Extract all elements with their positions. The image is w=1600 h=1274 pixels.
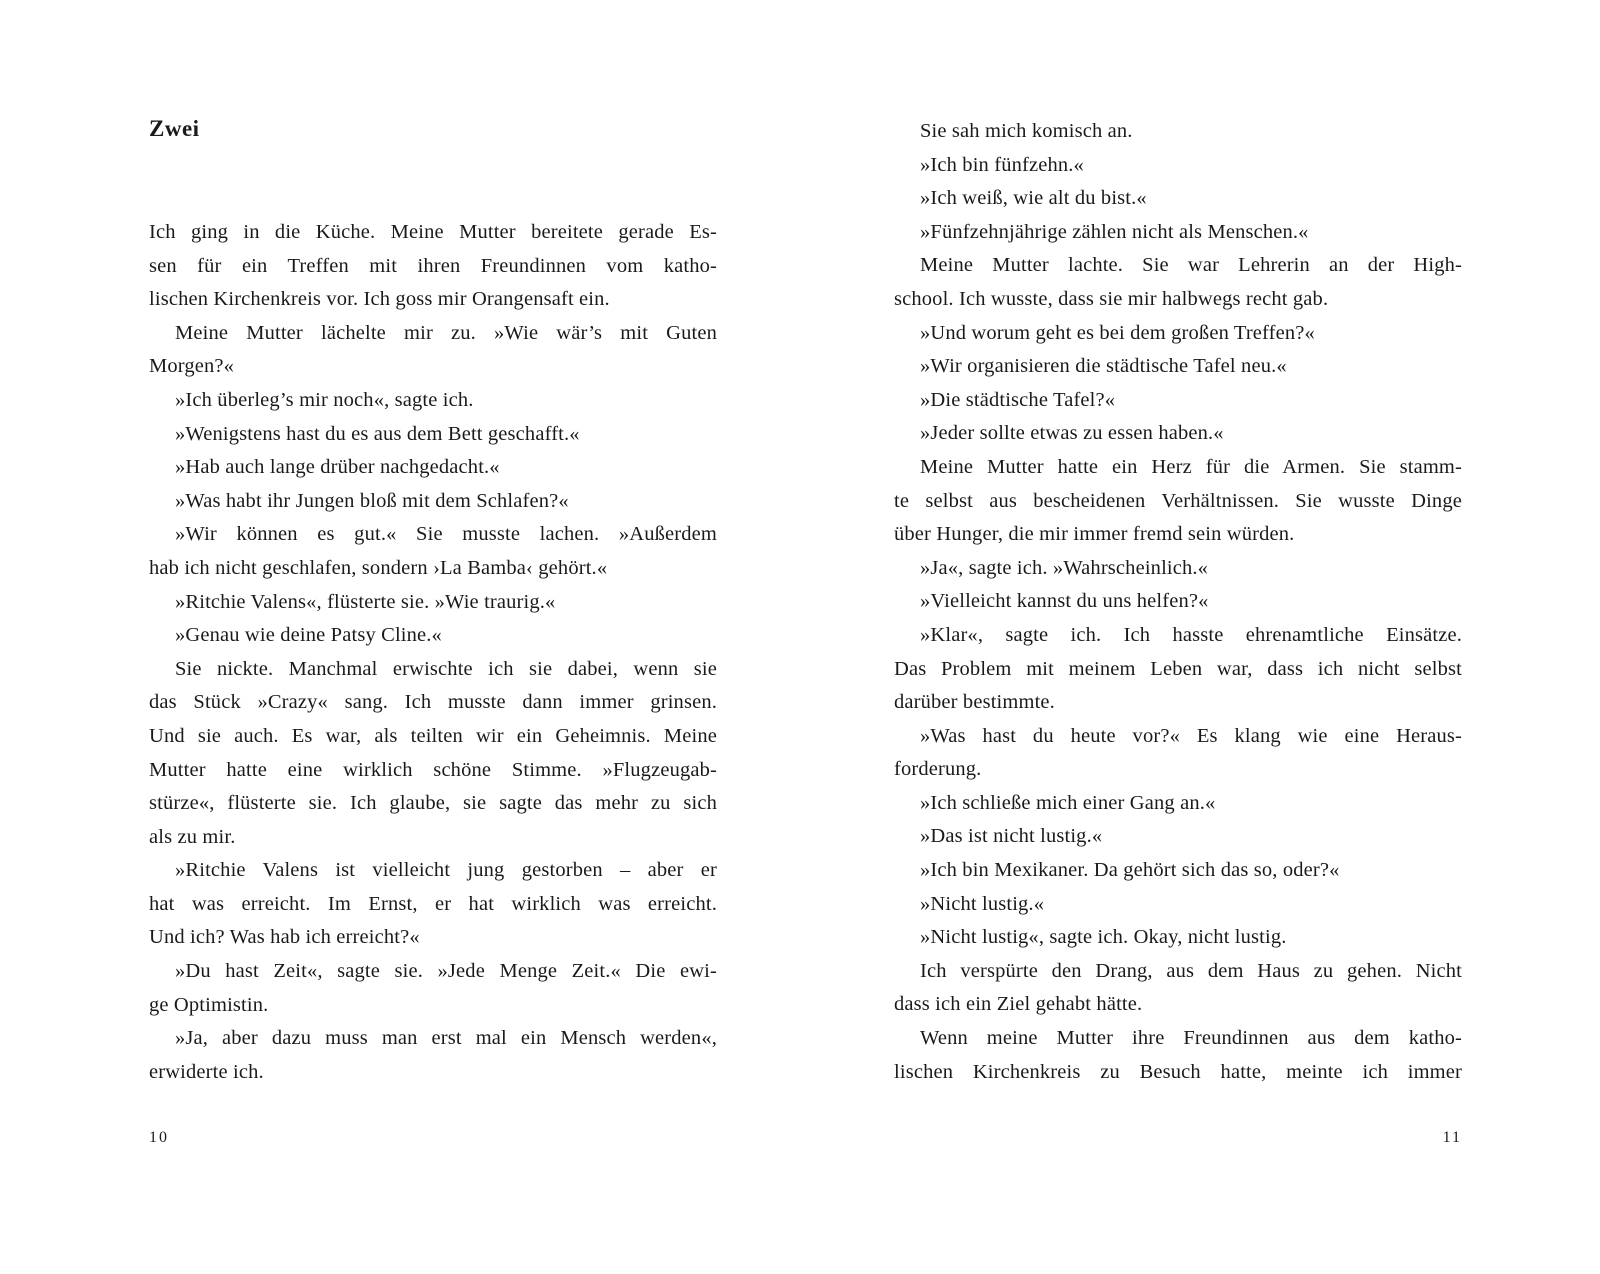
text-line: »Genau wie deine Patsy Cline.«	[175, 624, 442, 647]
text-line: »Fünfzehnjährige zählen nicht als Menschen.«	[920, 220, 1309, 243]
text-line: stürze«, flüsterte sie. Ich glaube, sie sagte das mehr zu sich	[149, 792, 717, 815]
text-line: darüber bestimmte.	[894, 691, 1055, 714]
text-line: als zu mir.	[149, 825, 236, 848]
text-line: Und ich? Was hab ich erreicht?«	[149, 926, 420, 949]
text-line: hat was erreicht. Im Ernst, er hat wirklich was erreicht.	[149, 892, 717, 915]
page-number-left: 10	[149, 1129, 169, 1146]
text-line: sen für ein Treffen mit ihren Freundinnen vom katho-	[149, 254, 717, 277]
text-line: »Wenigstens hast du es aus dem Bett geschafft.«	[175, 422, 580, 445]
text-line: Meine Mutter lachte. Sie war Lehrerin an der High-	[920, 254, 1462, 277]
text-line: lischen Kirchenkreis vor. Ich goss mir Orangensaft ein.	[149, 288, 610, 311]
text-line: »Ritchie Valens ist vielleicht jung gestorben – aber er	[175, 859, 717, 882]
text-line: school. Ich wusste, dass sie mir halbwegs recht gab.	[894, 287, 1329, 310]
text-line: »Ja«, sagte ich. »Wahrscheinlich.«	[920, 556, 1209, 579]
right-page-body	[894, 115, 1462, 1089]
left-page-body	[149, 216, 717, 1089]
text-line: »Ja, aber dazu muss man erst mal ein Mensch werden«,	[175, 1027, 717, 1050]
text-line: »Hab auch lange drüber nachgedacht.«	[175, 456, 500, 479]
text-line: »Die städtische Tafel?«	[920, 388, 1116, 411]
text-line: »Wir organisieren die städtische Tafel neu.«	[920, 355, 1287, 378]
text-line: »Ritchie Valens«, flüsterte sie. »Wie traurig.«	[175, 590, 556, 613]
text-line: über Hunger, die mir immer fremd sein würden.	[894, 523, 1295, 546]
text-line: te selbst aus bescheidenen Verhältnissen. Sie wusste Dinge	[894, 489, 1462, 512]
text-line: erwiderte ich.	[149, 1060, 264, 1083]
text-line: »Was hast du heute vor?« Es klang wie eine Heraus-	[920, 724, 1462, 747]
text-line: forderung.	[894, 758, 982, 781]
text-line: Ich verspürte den Drang, aus dem Haus zu gehen. Nicht	[920, 959, 1462, 982]
text-line: »Klar«, sagte ich. Ich hasste ehrenamtliche Einsätze.	[920, 623, 1462, 646]
text-line: »Nicht lustig.«	[920, 892, 1045, 915]
text-line: Und sie auch. Es war, als teilten wir ein Geheimnis. Meine	[149, 724, 717, 747]
text-line: dass ich ein Ziel gehabt hätte.	[894, 993, 1143, 1016]
text-line: Meine Mutter hatte ein Herz für die Armen. Sie stamm-	[920, 455, 1462, 478]
text-line: »Du hast Zeit«, sagte sie. »Jede Menge Zeit.« Die ewi-	[175, 960, 717, 983]
text-line: »Was habt ihr Jungen bloß mit dem Schlafen?«	[175, 489, 569, 512]
text-line: ge Optimistin.	[149, 993, 269, 1016]
text-line: »Ich bin Mexikaner. Da gehört sich das so, oder?«	[920, 859, 1340, 882]
page-number-right: 11	[1442, 1129, 1462, 1146]
text-line: »Ich bin fünfzehn.«	[920, 153, 1084, 176]
text-line: »Nicht lustig«, sagte ich. Okay, nicht lustig.	[920, 926, 1287, 949]
text-line: das Stück »Crazy« sang. Ich musste dann immer grinsen.	[149, 691, 717, 714]
text-line: Ich ging in die Küche. Meine Mutter bereitete gerade Es-	[149, 221, 717, 243]
text-line: Sie sah mich komisch an.	[920, 120, 1133, 142]
text-line: Wenn meine Mutter ihre Freundinnen aus dem katho-	[920, 1027, 1462, 1050]
text-line: Morgen?«	[149, 355, 235, 378]
text-line: »Und worum geht es bei dem großen Treffen?«	[920, 321, 1315, 344]
text-line: »Ich überleg’s mir noch«, sagte ich.	[175, 388, 474, 411]
text-line: Das Problem mit meinem Leben war, dass ich nicht selbst	[894, 657, 1462, 680]
text-line: »Vielleicht kannst du uns helfen?«	[920, 590, 1209, 613]
text-line: »Das ist nicht lustig.«	[920, 825, 1103, 848]
text-line: »Wir können es gut.« Sie musste lachen. »Außerdem	[175, 523, 717, 546]
text-line: »Ich weiß, wie alt du bist.«	[920, 187, 1147, 210]
text-line: Meine Mutter lächelte mir zu. »Wie wär’s mit Guten	[175, 321, 717, 344]
text-line: »Ich schließe mich einer Gang an.«	[920, 791, 1216, 814]
text-line: »Jeder sollte etwas zu essen haben.«	[920, 422, 1224, 445]
text-line: Sie nickte. Manchmal erwischte ich sie dabei, wenn sie	[175, 657, 717, 680]
text-line: hab ich nicht geschlafen, sondern ›La Bamba‹ gehört.«	[149, 556, 608, 579]
text-line: lischen Kirchenkreis zu Besuch hatte, meinte ich immer	[894, 1060, 1462, 1083]
chapter-title: Zwei	[149, 116, 200, 141]
text-line: Mutter hatte eine wirklich schöne Stimme. »Flugzeugab-	[149, 758, 717, 781]
